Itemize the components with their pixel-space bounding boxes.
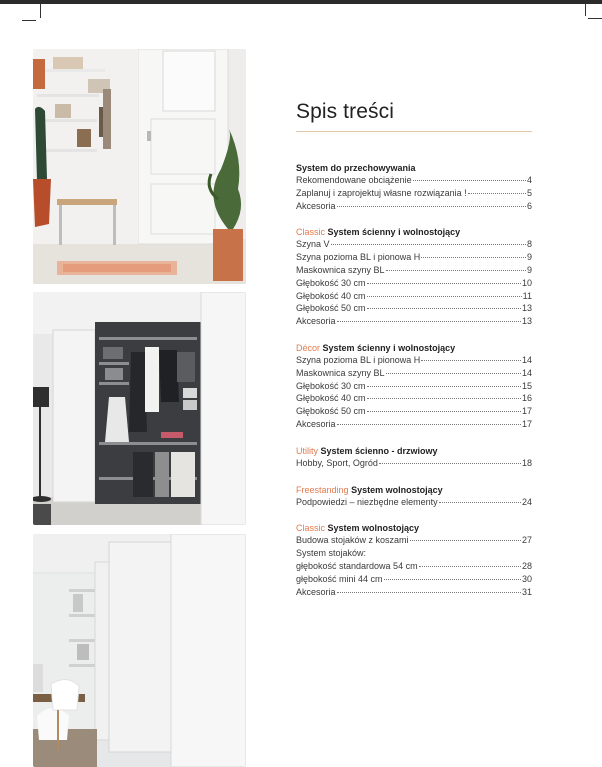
hallway-shelving-photo — [33, 49, 246, 284]
toc-title: Spis treści — [296, 100, 394, 123]
entry-label: Głębokość 50 cm — [296, 406, 366, 417]
title-divider — [296, 131, 532, 132]
entry-label: Głębokość 40 cm — [296, 290, 366, 301]
entry-page: 15 — [521, 380, 532, 391]
section-heading — [296, 522, 532, 534]
section-prefix: Freestanding — [296, 484, 349, 495]
dot-leader — [468, 193, 526, 194]
entry-label: Szyna V — [296, 239, 330, 250]
dot-leader — [386, 373, 521, 374]
toc-entry[interactable] — [296, 290, 532, 303]
toc-entry[interactable] — [296, 560, 532, 573]
dot-leader — [337, 206, 526, 207]
section-prefix: Classic — [296, 523, 326, 534]
toc-entry[interactable] — [296, 573, 532, 586]
dot-leader — [367, 283, 521, 284]
wardrobe-interior-photo — [33, 292, 246, 525]
dot-leader — [386, 270, 526, 271]
section-prefix: Décor — [296, 342, 321, 353]
toc-entry[interactable] — [296, 315, 532, 328]
entry-label: Maskownica szyny BL — [296, 264, 385, 275]
dot-leader — [419, 566, 521, 567]
crop-mark-top-left — [22, 20, 36, 21]
toc-entry[interactable] — [296, 380, 532, 393]
crop-mark-top-right — [588, 18, 602, 19]
entry-page: 6 — [526, 200, 532, 211]
toc-entry[interactable] — [296, 586, 532, 599]
entry-page: 17 — [521, 406, 532, 417]
entry-page: 27 — [521, 535, 532, 546]
entry-page: 10 — [521, 277, 532, 288]
entry-page: 14 — [521, 354, 532, 365]
entry-page: 24 — [521, 496, 532, 507]
crop-mark-top-left-vertical — [40, 4, 41, 18]
toc-entry[interactable] — [296, 187, 532, 200]
entry-page: 13 — [521, 316, 532, 327]
toc-entry[interactable] — [296, 277, 532, 290]
entry-page: 13 — [521, 303, 532, 314]
entry-page: 5 — [526, 187, 532, 198]
dot-leader — [331, 244, 526, 245]
dot-leader — [337, 592, 521, 593]
section-title: System do przechowywania — [296, 163, 416, 173]
entry-label: Szyna pozioma BL i pionowa H — [296, 354, 421, 365]
section-prefix: Classic — [296, 227, 326, 238]
entry-label: głębokość standardowa 54 cm — [296, 560, 418, 571]
entry-label: Akcesoria — [296, 200, 336, 211]
toc-entry[interactable] — [296, 405, 532, 418]
toc-entry[interactable] — [296, 457, 532, 470]
toc-sections — [296, 162, 532, 598]
section-heading — [296, 342, 532, 354]
entry-page: 9 — [526, 252, 532, 263]
dot-leader — [337, 321, 521, 322]
entry-page: 14 — [521, 367, 532, 378]
entry-label: Głębokość 50 cm — [296, 303, 366, 314]
toc-entry[interactable] — [296, 174, 532, 187]
top-border — [0, 0, 602, 4]
toc-entry[interactable] — [296, 200, 532, 213]
toc-entry[interactable] — [296, 418, 532, 431]
table-of-contents — [296, 100, 532, 612]
entry-label: Akcesoria — [296, 316, 336, 327]
entry-page: 16 — [521, 393, 532, 404]
dot-leader — [379, 463, 521, 464]
toc-entry[interactable] — [296, 238, 532, 251]
section-heading — [296, 162, 532, 174]
entry-label: Akcesoria — [296, 586, 336, 597]
entry-label: Hobby, Sport, Ogród — [296, 457, 378, 468]
section-heading — [296, 484, 532, 496]
entry-label: Budowa stojaków z koszami — [296, 535, 409, 546]
toc-entry[interactable] — [296, 264, 532, 277]
section-prefix: Utility — [296, 445, 318, 456]
entry-label: Maskownica szyny BL — [296, 367, 385, 378]
toc-entry[interactable] — [296, 302, 532, 315]
toc-section-classic-freestanding — [296, 522, 532, 598]
toc-subheading: System stojaków: — [296, 548, 367, 559]
entry-label: Podpowiedzi – niezbędne elementy — [296, 496, 438, 507]
dot-leader — [367, 296, 522, 297]
dot-leader — [439, 502, 521, 503]
dot-leader — [413, 180, 526, 181]
section-title: System ścienny i wolnostojący — [327, 227, 461, 238]
entry-label: Akcesoria — [296, 418, 336, 429]
dot-leader — [367, 386, 521, 387]
dot-leader — [421, 360, 521, 361]
dot-leader — [410, 540, 521, 541]
section-title: System ścienny i wolnostojący — [322, 342, 456, 353]
toc-section-utility — [296, 445, 532, 470]
dot-leader — [367, 308, 521, 309]
toc-entry[interactable] — [296, 392, 532, 405]
entry-page: 18 — [521, 457, 532, 468]
entry-page: 11 — [522, 290, 532, 301]
dot-leader — [367, 411, 521, 412]
dot-leader — [367, 398, 521, 399]
toc-entry[interactable] — [296, 367, 532, 380]
entry-page: 17 — [521, 418, 532, 429]
toc-section-decor-wall — [296, 342, 532, 431]
toc-section-storage-system — [296, 162, 532, 212]
dot-leader — [337, 424, 521, 425]
sliding-doors-photo — [33, 534, 246, 767]
entry-label: Rekomendowane obciążenie — [296, 175, 412, 185]
crop-mark-top-right-vertical — [585, 4, 586, 16]
toc-entry[interactable] — [296, 496, 532, 509]
toc-entry[interactable] — [296, 251, 532, 264]
entry-label: Szyna pozioma BL i pionowa H — [296, 252, 421, 263]
entry-label: Zaplanuj i zaprojektuj własne rozwiązania ! — [296, 187, 467, 198]
entry-page: 8 — [526, 239, 532, 250]
entry-label: Głębokość 30 cm — [296, 380, 366, 391]
entry-page: 31 — [521, 586, 532, 597]
toc-entry[interactable] — [296, 354, 532, 367]
entry-page: 28 — [521, 560, 532, 571]
dot-leader — [384, 579, 521, 580]
entry-page: 4 — [526, 175, 532, 185]
section-title: System wolnostojący — [327, 523, 420, 534]
entry-page: 9 — [526, 264, 532, 275]
section-title: System ścienno - drzwiowy — [320, 445, 438, 456]
section-title: System wolnostojący — [351, 484, 443, 495]
toc-entry[interactable] — [296, 534, 532, 547]
entry-label: Głębokość 40 cm — [296, 393, 366, 404]
entry-page: 30 — [521, 573, 532, 584]
toc-section-classic-wall — [296, 226, 532, 328]
dot-leader — [421, 257, 526, 258]
entry-label: głębokość mini 44 cm — [296, 573, 383, 584]
section-heading — [296, 226, 532, 238]
toc-section-freestanding — [296, 484, 532, 509]
section-heading — [296, 445, 532, 457]
entry-label: Głębokość 30 cm — [296, 277, 366, 288]
